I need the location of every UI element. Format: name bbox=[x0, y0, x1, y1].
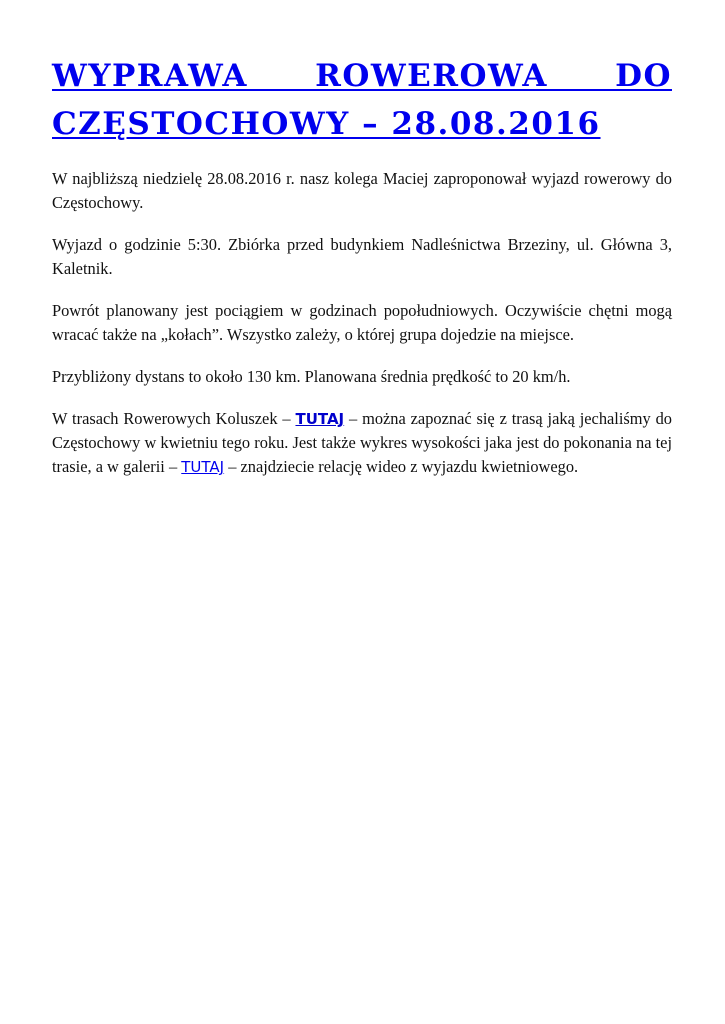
route-link[interactable]: TUTAJ bbox=[295, 410, 345, 428]
paragraph-meeting-point: Wyjazd o godzinie 5:30. Zbiórka przed budynkiem Nadleśnictwa Brzeziny, ul. Główna 3, Kaletnik. bbox=[52, 235, 672, 278]
paragraph-announcement: W najbliższą niedzielę 28.08.2016 r. nasz kolega Maciej zaproponował wyjazd rowerowy do Częstochowy. bbox=[52, 169, 672, 212]
paragraph-links bbox=[52, 407, 672, 479]
links-text-between: – można zapoznać się z trasą jaką jechaliśmy do Częstochowy w kwietniu tego roku. Jest także wykres wysokości jaka jest do pokonania na tej trasie, a w galerii – bbox=[52, 409, 672, 476]
paragraph-return: Powrót planowany jest pociągiem w godzinach popołudniowych. Oczywiście chętni mogą wracać także na „kołach”. Wszystko zależy, o której grupa dojedzie na miejsce. bbox=[52, 301, 672, 344]
links-text-before: W trasach Rowerowych Koluszek – bbox=[52, 409, 296, 428]
links-text-after: – znajdziecie relację wideo z wyjazdu kwietniowego. bbox=[224, 457, 579, 476]
article bbox=[52, 52, 672, 497]
article-title bbox=[52, 52, 672, 148]
article-body bbox=[52, 167, 672, 479]
gallery-link[interactable]: TUTAJ bbox=[181, 458, 225, 476]
article-title-link[interactable]: WYPRAWA ROWEROWA DO CZĘSTOCHOWY – 28.08.2016 bbox=[52, 58, 672, 142]
paragraph-distance: Przybliżony dystans to około 130 km. Planowana średnia prędkość to 20 km/h. bbox=[52, 367, 571, 386]
